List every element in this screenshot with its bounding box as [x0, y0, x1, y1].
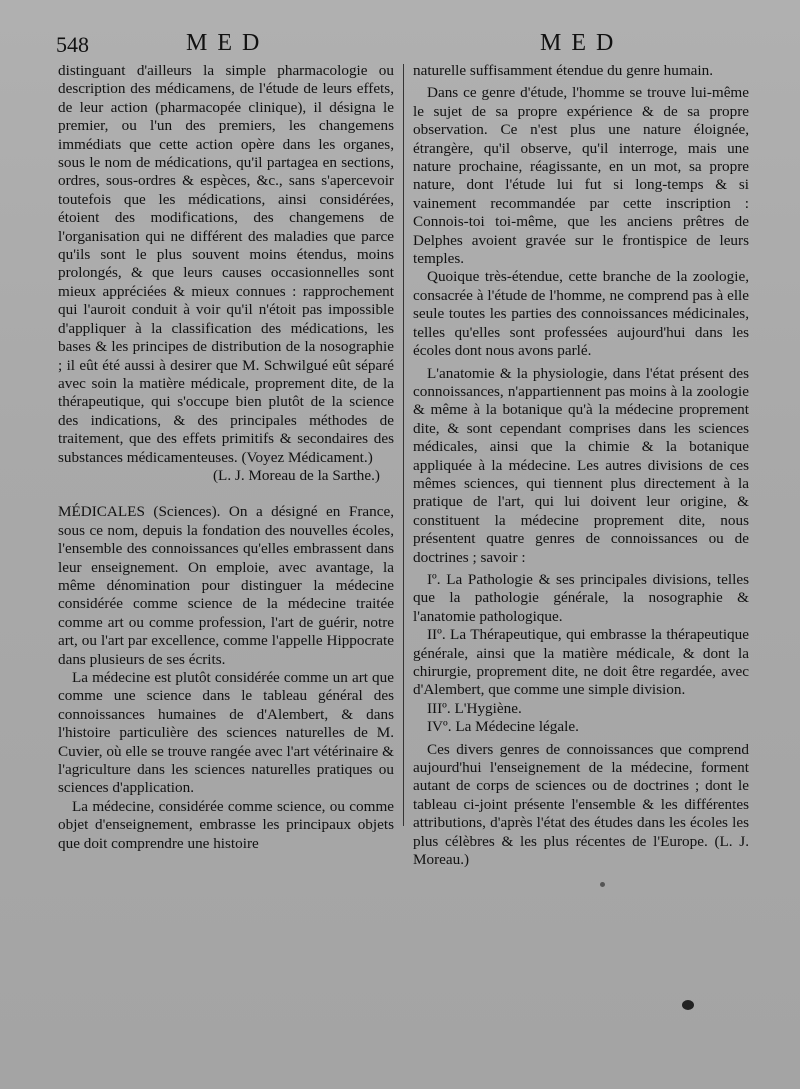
- list-item: IIº. La Thérapeutique, qui embrasse la thérapeutique générale, ainsi que la matière médicale, & dont la chirurgie, proprement dite, ne doit être regardée, avec d'Alembert, que comme une simple division.: [413, 626, 749, 699]
- paragraph: La médecine est plutôt considérée comme un art que comme une science dans le tableau général des connoissances humaines de d'Alembert, & dans l'histoire particulière des sciences naturelles de M. Cuvier, où elle se trouve rangée avec l'art vétérinaire & l'agriculture dans les sciences naturelles pratiques ou sciences d'application.: [58, 669, 394, 797]
- paragraph: L'anatomie & la physiologie, dans l'état présent des connoissances, n'appartiennent pas moins à la zoologie & même à la botanique qu'à la médecine proprement dite, & sont cependant comprises dans les sciences médicales, ainsi que la chimie & la botanique appliquée à la médecine. Les autres divisions de ces mêmes sciences, qui tiennent plus directement à la pratique de l'art, qui lui doivent leur origine, & constituent la médecine proprement dite, nous présentent quatre genres de connoissances ou de doctrines ; savoir :: [413, 364, 749, 566]
- paragraph: distinguant d'ailleurs la simple pharmacologie ou description des médicamens, de l'étude de leurs effets, de leur action (pharmacopée clinique), il désigna le premier, ou l'un des premiers, les changemens immédiats que cette action opère dans les organes, sous le nom de médications, qu'il partagea en sections, ordres, sous-ordres & espèces, &c., sans s'apercevoir toutefois que les médications, ainsi considérées, étoient des modifications, des changemens de l'organisation qui ne différent des maladies que parce qu'ils sont le plus souvent moins étendus, moins prolongés, & que leurs causes occasionnelles sont mieux appréciées & mieux connues : rapprochement qui l'auroit conduit à voir qu'il n'étoit pas impossible d'appliquer à la classification des médications, les bases & les principes de distribution de la nosographie ; il eût été aussi à desirer que M. Schwilgué eût séparé avec soin la matière médicale, proprement dite, de la thérapeutique, qui s'occupe bien plutôt de la science des indications, & des principales méthodes de traitement, que des effets primitifs & secondaires des substances médicamenteuses. (Voyez Médicament.): [58, 62, 394, 466]
- article-heading-paragraph: MÉDICALES (Sciences). On a désigné en France, sous ce nom, depuis la fondation des nouvelles écoles, l'ensemble des connoissances qu'elles embrassent dans leur enseignement. On emploie, avec avantage, la même dénomination pour distinguer la médecine considérée comme science de la médecine traitée comme art ou comme profession, l'art de guérir, notre art, ou l'art par excellence, comme l'appelle Hippocrate dans plusieurs de ses écrits.: [58, 503, 394, 668]
- paragraph: Quoique très-étendue, cette branche de la zoologie, consacrée à l'étude de l'homme, ne comprend pas à elle seule toutes les parties des connoissances médicinales, telles qu'elles sont professées aujourd'hui dans les écoles dont nous avons parlé.: [413, 268, 749, 360]
- running-head-left: MED: [186, 30, 270, 56]
- paragraph: Ces divers genres de connoissances que comprend aujourd'hui l'enseignement de la médecine, forment autant de corps de sciences ou de doctrines ; dont le tableau ci-joint présente l'ensemble & les différentes attributions, d'après l'état des études dans les écoles les plus célèbres & les plus récentes de l'Europe. (L. J. Moreau.): [413, 740, 749, 869]
- right-column: [413, 62, 749, 869]
- running-head-right: MED: [540, 30, 624, 56]
- list-item: IVº. La Médecine légale.: [427, 718, 579, 736]
- ink-spot: [600, 882, 605, 887]
- list-item: IIIº. L'Hygiène.: [427, 699, 522, 717]
- paragraph: Dans ce genre d'étude, l'homme se trouve lui-même le sujet de sa propre expérience & de sa propre observation. Ce n'est plus une nature éloignée, étrangère, qu'il observe, qu'il interroge, mais une nature prochaine, réagissante, en un mot, sa propre nature, dont l'étude lui fut si long-temps & si vainement recommandée par cette inscription : Connois-toi toi-même, que les anciens prêtres de Delphes avoient gravée sur le frontispice de leurs temples.: [413, 84, 749, 268]
- paragraph: La médecine, considérée comme science, ou comme objet d'enseignement, embrasse les principaux objets que doit comprendre une histoire: [58, 797, 394, 852]
- ink-spot: [682, 1000, 694, 1010]
- signature: (L. J. Moreau de la Sarthe.): [212, 466, 380, 484]
- column-divider: [403, 64, 404, 826]
- left-column: [58, 62, 394, 853]
- page-number: 548: [56, 32, 89, 57]
- list-item: Iº. La Pathologie & ses principales divisions, telles que la pathologie générale, la nosographie & l'anatomie pathologique.: [413, 570, 749, 625]
- paragraph: naturelle suffisamment étendue du genre humain.: [413, 62, 713, 79]
- page-header: [0, 30, 800, 60]
